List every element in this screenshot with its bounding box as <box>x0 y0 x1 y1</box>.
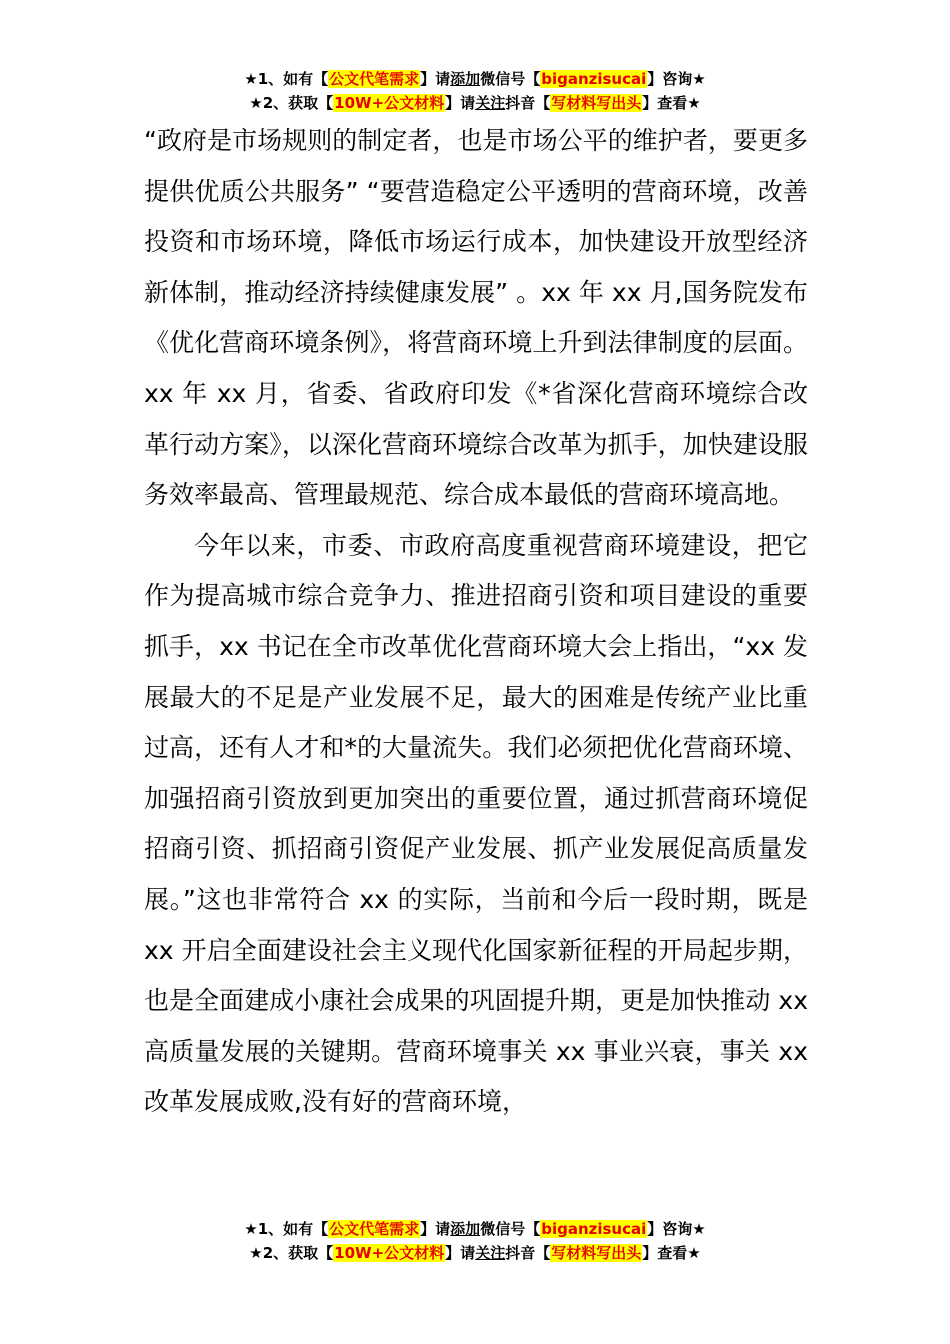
star-icon: ★ <box>249 1244 263 1262</box>
star-icon: ★ <box>692 1220 706 1238</box>
notice-text: 抖音【 <box>505 94 551 112</box>
star-icon: ★ <box>687 94 701 112</box>
notice-text: 微信号【 <box>480 1220 541 1238</box>
notice-text: 添加 <box>450 1220 481 1238</box>
notice-text: 关注 <box>475 1244 506 1262</box>
notice-text: 2、获取【 <box>262 1244 334 1262</box>
highlight-service: 公文代笔需求 <box>329 1220 420 1238</box>
notice-text: 】咨询 <box>647 1220 693 1238</box>
notice-text: 】查看 <box>642 1244 688 1262</box>
notice-text: 】请 <box>445 94 476 112</box>
highlight-materials: 10W+公文材料 <box>334 1244 445 1262</box>
highlight-wechat-id: biganzisucai <box>541 70 647 88</box>
highlight-service: 公文代笔需求 <box>329 70 420 88</box>
notice-line-1 <box>0 1217 950 1241</box>
notice-text: 】咨询 <box>647 70 693 88</box>
document-body <box>144 116 808 1128</box>
star-icon: ★ <box>244 1220 258 1238</box>
notice-line-2 <box>0 91 950 115</box>
notice-text: 1、如有【 <box>257 70 329 88</box>
highlight-materials: 10W+公文材料 <box>334 94 445 112</box>
highlight-douyin-id: 写材料写出头 <box>551 1244 642 1262</box>
header-notice <box>0 67 950 115</box>
notice-text: 添加 <box>450 70 481 88</box>
notice-text: 】请 <box>420 1220 451 1238</box>
footer-notice <box>0 1217 950 1265</box>
highlight-wechat-id: biganzisucai <box>541 1220 647 1238</box>
star-icon: ★ <box>687 1244 701 1262</box>
notice-text: 】请 <box>420 70 451 88</box>
body-paragraph-2: 今年以来，市委、市政府高度重视营商环境建设，把它作为提高城市综合竞争力、推进招商引资和项目建设的重要抓手，xx 书记在全市改革优化营商环境大会上指出，“xx 发展最大的不足是产业发展不足，最大的困难是传统产业比重过高，还有人才和*的大量流失。我们必须把优化营商环境、加强招商引资放到更加突出的重要位置，通过抓营商环境促招商引资、抓招商引资促产业发展、抓产业发展促高质量发展。”这也非常符合 xx 的实际，当前和今后一段时期，既是 xx 开启全面建设社会主义现代化国家新征程的开局起步期，也是全面建成小康社会成果的巩固提升期，更是加快推动 xx 高质量发展的关键期。营商环境事关 xx 事业兴衰，事关 xx 改革发展成败,没有好的营商环境， <box>144 530 808 1117</box>
notice-text: 关注 <box>475 94 506 112</box>
body-paragraph-1: “政府是市场规则的制定者，也是市场公平的维护者，要更多提供优质公共服务” “要营造稳定公平透明的营商环境，改善投资和市场环境，降低市场运行成本，加快建设开放型经济新体制，推动经济持续健康发展” 。xx 年 xx 月,国务院发布《优化营商环境条例》，将营商环境上升到法律制度的层面。xx 年 xx 月，省委、省政府印发《*省深化营商环境综合改革行动方案》，以深化营商环境综合改革为抓手，加快建设服务效率最高、管理最规范、综合成本最低的营商环境高地。 <box>144 126 808 510</box>
star-icon: ★ <box>249 94 263 112</box>
notice-text: 微信号【 <box>480 70 541 88</box>
star-icon: ★ <box>244 70 258 88</box>
notice-line-2 <box>0 1241 950 1265</box>
notice-line-1 <box>0 67 950 91</box>
highlight-douyin-id: 写材料写出头 <box>551 94 642 112</box>
notice-text: 】请 <box>445 1244 476 1262</box>
notice-text: 1、如有【 <box>257 1220 329 1238</box>
star-icon: ★ <box>692 70 706 88</box>
notice-text: 抖音【 <box>505 1244 551 1262</box>
notice-text: 2、获取【 <box>262 94 334 112</box>
notice-text: 】查看 <box>642 94 688 112</box>
